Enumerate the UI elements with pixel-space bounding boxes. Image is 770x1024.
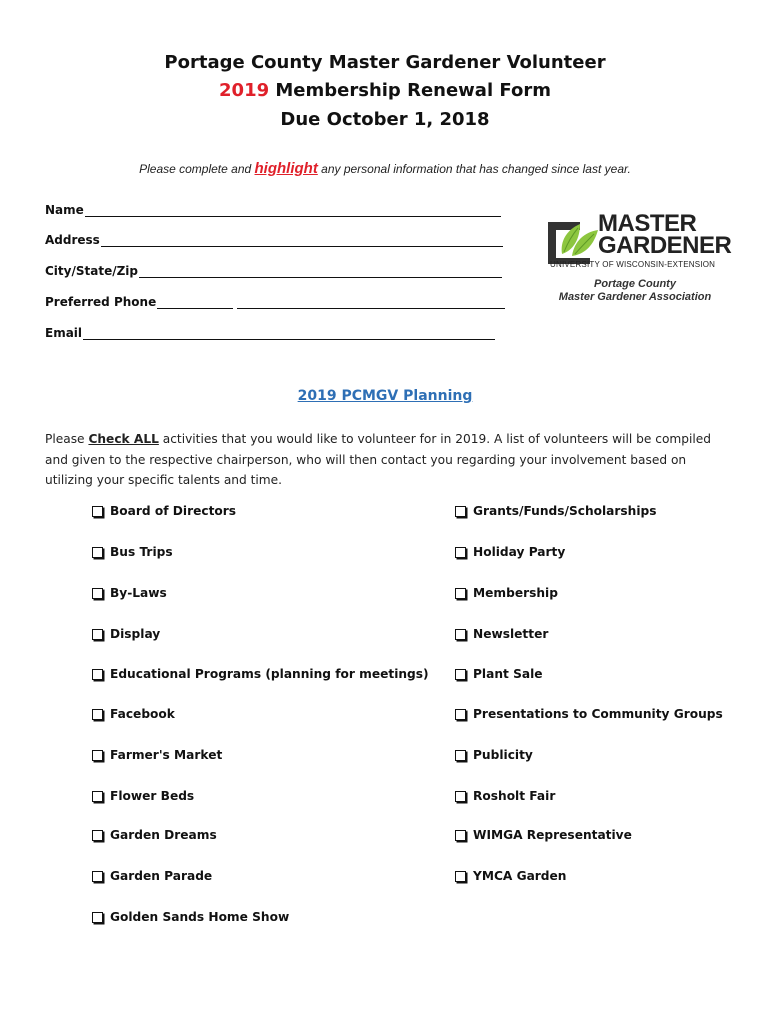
- checkbox-icon[interactable]: [455, 750, 466, 761]
- activity-item[interactable]: [92, 868, 212, 884]
- intro-before: Please: [45, 432, 89, 446]
- logo-gardener-word: GARDENER: [598, 232, 732, 259]
- checkbox-icon[interactable]: [455, 871, 466, 882]
- leaf-icon: [540, 212, 600, 264]
- activity-item[interactable]: [455, 626, 548, 642]
- logo-assoc-line1: Portage County: [594, 278, 676, 290]
- checkbox-icon[interactable]: [92, 588, 103, 599]
- activity-label: Holiday Party: [473, 545, 566, 559]
- planning-intro: [45, 429, 725, 491]
- activity-label: Farmer's Market: [110, 748, 223, 762]
- name-line[interactable]: [85, 204, 501, 217]
- activity-label: Facebook: [110, 707, 175, 721]
- activity-item[interactable]: [455, 827, 632, 843]
- activity-item[interactable]: [92, 666, 429, 682]
- master-gardener-logo: [540, 208, 732, 313]
- activity-item[interactable]: [455, 544, 565, 560]
- activity-label: WIMGA Representative: [473, 828, 632, 842]
- preferred-phone-line[interactable]: [157, 296, 233, 309]
- instruction-text: [0, 160, 770, 177]
- checkbox-icon[interactable]: [455, 669, 466, 680]
- checkbox-icon[interactable]: [92, 791, 103, 802]
- logo-university: UNIVERSITY OF WISCONSIN-EXTENSION: [550, 260, 716, 269]
- subtitle-year: 2019: [219, 80, 270, 101]
- preferred-phone-field: [45, 291, 505, 309]
- instruction-after: any personal information that has changed since last year.: [317, 162, 631, 176]
- checkbox-icon[interactable]: [92, 709, 103, 720]
- activity-item[interactable]: [455, 706, 723, 722]
- checkbox-icon[interactable]: [455, 709, 466, 720]
- activity-item[interactable]: [455, 503, 657, 519]
- activity-label: Display: [110, 627, 161, 641]
- activity-label: Garden Parade: [110, 869, 213, 883]
- checkbox-icon[interactable]: [455, 791, 466, 802]
- preferred-phone-label: Preferred Phone: [45, 295, 157, 309]
- checkbox-icon[interactable]: [92, 629, 103, 640]
- address-label: Address: [45, 233, 100, 247]
- address-field: [45, 229, 503, 247]
- checkbox-icon[interactable]: [92, 669, 103, 680]
- activity-item[interactable]: [455, 585, 558, 601]
- email-field: [45, 322, 495, 340]
- checkbox-icon[interactable]: [455, 588, 466, 599]
- activity-item[interactable]: [455, 868, 566, 884]
- form-title: Portage County Master Gardener Volunteer: [164, 52, 606, 73]
- subtitle-rest: Membership Renewal Form: [269, 80, 551, 101]
- checkbox-icon[interactable]: [455, 547, 466, 558]
- address-line[interactable]: [101, 234, 503, 247]
- checkbox-icon[interactable]: [92, 547, 103, 558]
- activity-label: Publicity: [473, 748, 533, 762]
- activity-item[interactable]: [92, 503, 236, 519]
- activity-label: Rosholt Fair: [473, 789, 556, 803]
- planning-title: 2019 PCMGV Planning: [297, 388, 473, 404]
- instruction-before: Please complete and: [139, 162, 255, 176]
- activity-item[interactable]: [92, 544, 173, 560]
- checkbox-icon[interactable]: [92, 830, 103, 841]
- activity-label: Plant Sale: [473, 667, 543, 681]
- activity-label: YMCA Garden: [473, 869, 567, 883]
- activity-label: Grants/Funds/Scholarships: [473, 504, 657, 518]
- activity-item[interactable]: [92, 706, 175, 722]
- activity-label: Educational Programs (planning for meetings): [110, 667, 429, 681]
- name-field: [45, 199, 501, 217]
- checkbox-icon[interactable]: [455, 629, 466, 640]
- due-date: Due October 1, 2018: [280, 109, 490, 130]
- checkbox-icon[interactable]: [92, 912, 103, 923]
- logo-master-word: MASTER: [598, 210, 697, 237]
- intro-after: activities that you would like to volunteer for in 2019. A list of volunteers will be compiled and given to the respective chairperson, who will then contact you regarding your involvement based on utilizing your specific talents and time.: [45, 432, 712, 487]
- instruction-highlight: highlight: [254, 160, 318, 177]
- activity-item[interactable]: [455, 666, 543, 682]
- checkbox-icon[interactable]: [455, 830, 466, 841]
- checkbox-icon[interactable]: [92, 871, 103, 882]
- checkbox-icon[interactable]: [92, 506, 103, 517]
- activity-label: Flower Beds: [110, 789, 195, 803]
- activity-item[interactable]: [92, 827, 217, 843]
- checkbox-icon[interactable]: [455, 506, 466, 517]
- activity-item[interactable]: [455, 788, 555, 804]
- city-state-zip-field: [45, 260, 502, 278]
- city-state-zip-label: City/State/Zip: [45, 264, 138, 278]
- city-state-zip-line[interactable]: [139, 265, 502, 278]
- activity-label: Board of Directors: [110, 504, 237, 518]
- activity-item[interactable]: [92, 626, 160, 642]
- checkbox-icon[interactable]: [92, 750, 103, 761]
- activity-label: Bus Trips: [110, 545, 173, 559]
- preferred-phone-line-2[interactable]: [237, 296, 505, 309]
- activity-label: Presentations to Community Groups: [473, 707, 723, 721]
- activity-item[interactable]: [455, 747, 533, 763]
- activity-item[interactable]: [92, 585, 167, 601]
- activity-label: Membership: [473, 586, 558, 600]
- activity-label: Garden Dreams: [110, 828, 217, 842]
- activity-label: Newsletter: [473, 627, 549, 641]
- name-label: Name: [45, 203, 84, 217]
- activity-item[interactable]: [92, 909, 289, 925]
- email-label: Email: [45, 326, 83, 340]
- activity-label: By-Laws: [110, 586, 167, 600]
- activity-item[interactable]: [92, 788, 194, 804]
- intro-check-all: Check ALL: [88, 432, 159, 446]
- logo-assoc-line2: Master Gardener Association: [558, 291, 712, 303]
- email-line[interactable]: [83, 327, 495, 340]
- activity-item[interactable]: [92, 747, 222, 763]
- form-subtitle: [0, 80, 770, 101]
- activity-label: Golden Sands Home Show: [110, 910, 290, 924]
